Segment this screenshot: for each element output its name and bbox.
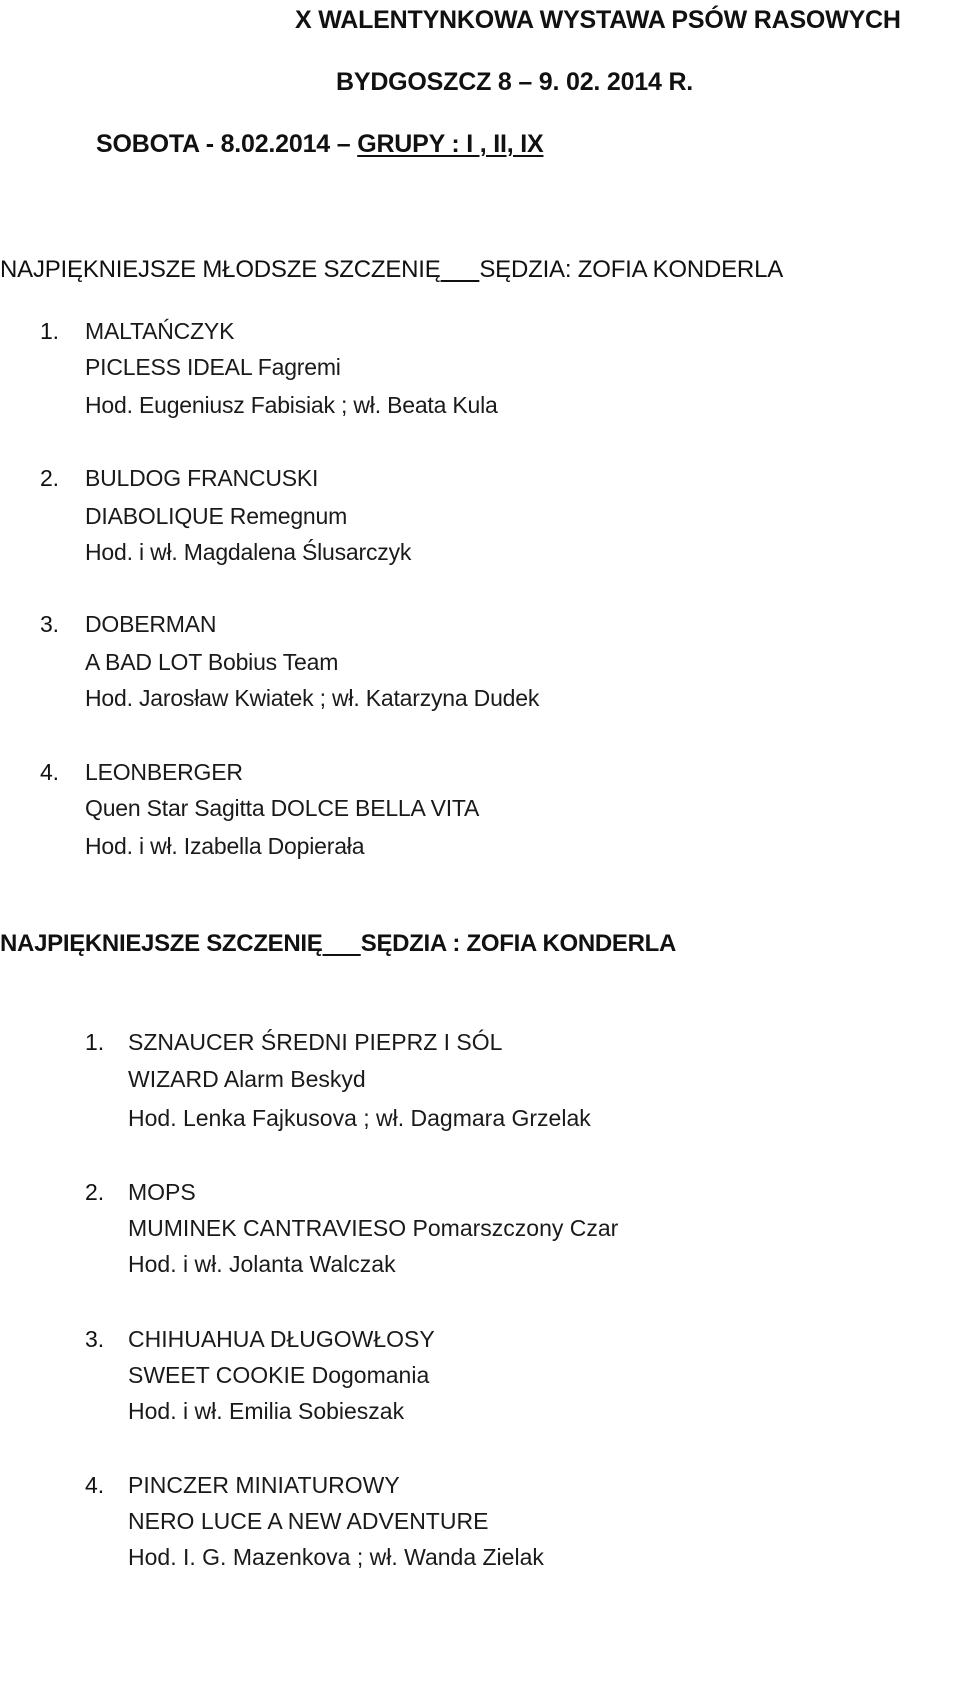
section1-underline-gap	[441, 256, 480, 283]
show-city-dates: BYDGOSZCZ 8 – 9. 02. 2014 R.	[336, 68, 694, 96]
section1-judge: SĘDZIA: ZOFIA KONDERLA	[479, 256, 784, 283]
breeder-owner: Hod. I. G. Mazenkova ; wł. Wanda Zielak	[128, 1544, 544, 1570]
section2-heading	[0, 932, 676, 956]
breeder-owner: Hod. i wł. Jolanta Walczak	[128, 1251, 396, 1277]
dog-name: DIABOLIQUE Remegnum	[85, 503, 348, 529]
breed-name: BULDOG FRANCUSKI	[85, 465, 319, 491]
breeder-owner: Hod. Lenka Fajkusova ; wł. Dagmara Grzelak	[128, 1105, 591, 1131]
show-title: X WALENTYNKOWA WYSTAWA PSÓW RASOWYCH	[295, 6, 901, 34]
breeder-owner: Hod. i wł. Magdalena Ślusarczyk	[85, 539, 412, 565]
breeder-owner: Hod. i wł. Izabella Dopierała	[85, 833, 365, 859]
day-date: SOBOTA - 8.02.2014 –	[96, 130, 358, 158]
dog-name: PICLESS IDEAL Fagremi	[85, 354, 341, 380]
section1-heading	[0, 258, 783, 282]
breed-name: CHIHUAHUA DŁUGOWŁOSY	[128, 1326, 435, 1352]
list-item-number: 3.	[40, 611, 59, 637]
breed-name: LEONBERGER	[85, 759, 243, 785]
section2-category: NAJPIĘKNIEJSZE SZCZENIĘ	[0, 930, 323, 957]
dog-name: SWEET COOKIE Dogomania	[128, 1362, 430, 1388]
list-item-number: 2.	[85, 1179, 105, 1205]
list-item-number: 3.	[85, 1326, 105, 1352]
dog-name: Quen Star Sagitta DOLCE BELLA VITA	[85, 795, 480, 821]
list-item-number: 4.	[85, 1472, 105, 1498]
list-item-number: 4.	[40, 759, 59, 785]
breeder-owner: Hod. i wł. Emilia Sobieszak	[128, 1398, 405, 1424]
dog-name: WIZARD Alarm Beskyd	[128, 1066, 366, 1092]
list-item-number: 2.	[40, 465, 59, 491]
dog-name: MUMINEK CANTRAVIESO Pomarszczony Czar	[128, 1215, 619, 1241]
breeder-owner: Hod. Eugeniusz Fabisiak ; wł. Beata Kula	[85, 392, 498, 418]
day-heading	[96, 132, 543, 157]
section2-judge: SĘDZIA : ZOFIA KONDERLA	[360, 930, 677, 957]
day-groups: GRUPY : I , II, IX	[357, 130, 544, 158]
breed-name: DOBERMAN	[85, 611, 217, 637]
breeder-owner: Hod. Jarosław Kwiatek ; wł. Katarzyna Dudek	[85, 685, 540, 711]
list-item-number: 1.	[40, 318, 59, 344]
breed-name: SZNAUCER ŚREDNI PIEPRZ I SÓL	[128, 1029, 503, 1055]
breed-name: MOPS	[128, 1179, 196, 1205]
list-item-number: 1.	[85, 1029, 105, 1055]
dog-name: NERO LUCE A NEW ADVENTURE	[128, 1508, 489, 1534]
section2-underline-gap	[323, 930, 361, 957]
section1-category: NAJPIĘKNIEJSZE MŁODSZE SZCZENIĘ	[0, 256, 441, 283]
breed-name: PINCZER MINIATUROWY	[128, 1472, 400, 1498]
dog-name: A BAD LOT Bobius Team	[85, 649, 339, 675]
breed-name: MALTAŃCZYK	[85, 318, 235, 344]
